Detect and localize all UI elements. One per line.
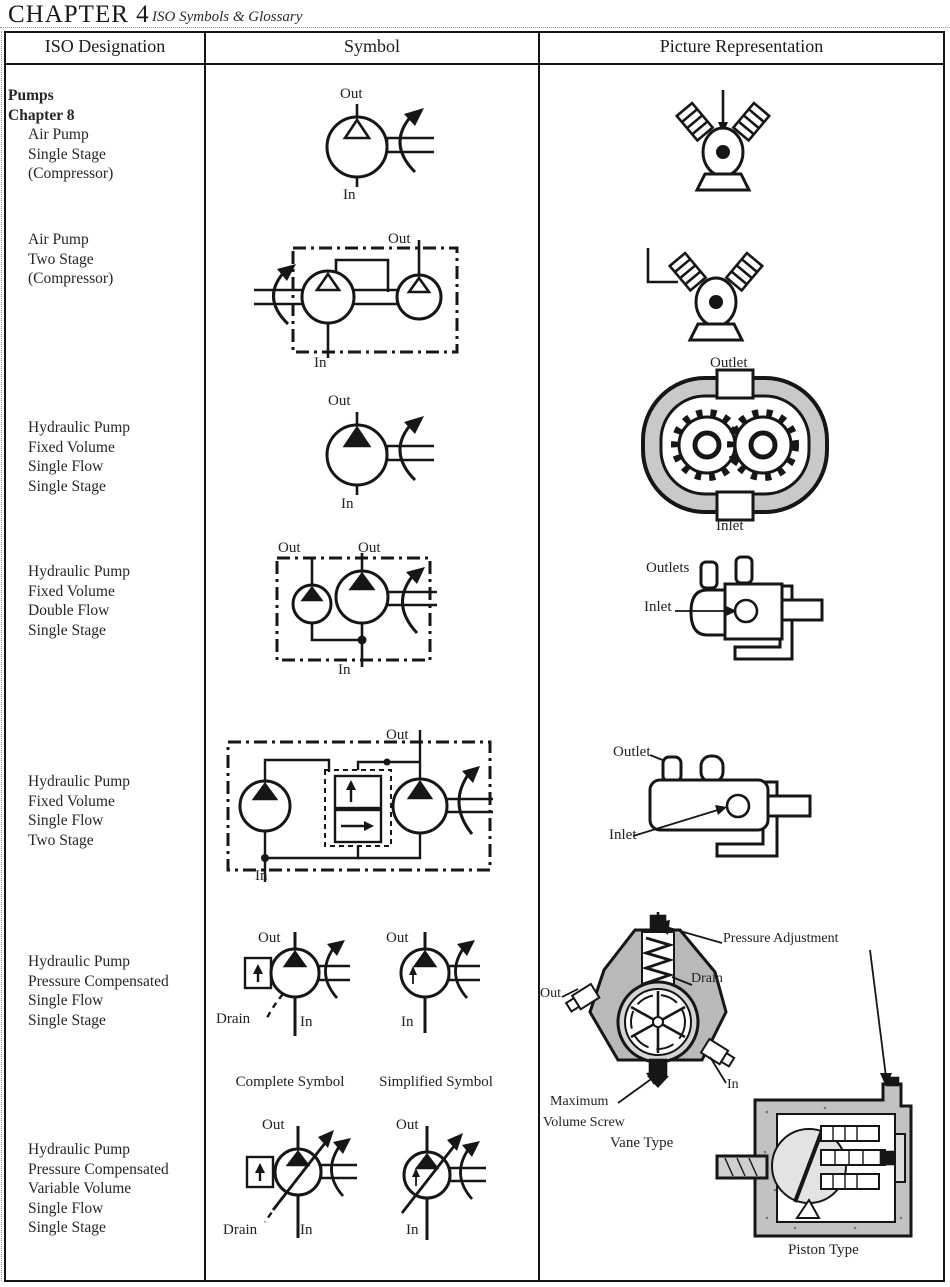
drain-label: Drain bbox=[691, 971, 723, 986]
drain-label: Drain bbox=[223, 1222, 258, 1238]
header-picture-representation: Picture Representation bbox=[659, 36, 824, 56]
volume-screw-label: Volume Screw bbox=[543, 1115, 625, 1130]
designation-line: Hydraulic Pump bbox=[28, 773, 131, 790]
pressure-adjustment-label: Pressure Adjustment bbox=[723, 931, 839, 946]
outlet-label: Outlet bbox=[710, 355, 748, 371]
designation-line: Two Stage bbox=[28, 831, 94, 849]
designation-line: Single Flow bbox=[28, 458, 104, 475]
in-label: In bbox=[255, 868, 268, 884]
out-label: Out bbox=[386, 930, 409, 946]
designation-line: Single Stage bbox=[28, 621, 106, 639]
header-divider bbox=[4, 63, 945, 65]
designation-line: Single Stage bbox=[28, 145, 106, 163]
hydraulic-pump-fixed-single-symbol bbox=[312, 408, 447, 498]
inlet-label: Inlet bbox=[716, 518, 744, 534]
designation-line: Air Pump bbox=[28, 231, 89, 248]
drain-label: Drain bbox=[216, 1011, 251, 1027]
designation-line: Air Pump bbox=[28, 126, 89, 143]
designation-line: Pumps bbox=[8, 87, 54, 104]
out-label: Out bbox=[358, 540, 381, 556]
designation-line: Hydraulic Pump bbox=[28, 953, 131, 970]
maximum-label: Maximum bbox=[550, 1094, 609, 1109]
hydraulic-pump-double-flow-symbol bbox=[265, 545, 450, 680]
out-label: Out bbox=[386, 727, 409, 743]
designation-line: Hydraulic Pump bbox=[28, 1141, 131, 1158]
out-label: Out bbox=[328, 393, 351, 409]
two-stage-pump-picture bbox=[605, 748, 820, 873]
scan-artifact-line bbox=[1, 31, 2, 1281]
designation-line: (Compressor) bbox=[28, 165, 114, 182]
designation-line: Double Flow bbox=[28, 602, 110, 619]
in-label: In bbox=[300, 1014, 313, 1030]
column-divider bbox=[204, 31, 206, 1282]
designation-line: Single Stage bbox=[28, 1011, 106, 1029]
designation-line: Single Flow bbox=[28, 1199, 104, 1217]
designation-line: Fixed Volume bbox=[28, 582, 115, 600]
designation-row-1 bbox=[8, 86, 113, 184]
designation-row-6 bbox=[28, 952, 169, 1030]
out-label: Out bbox=[262, 1117, 285, 1133]
designation-line: Single Stage bbox=[28, 477, 106, 495]
designation-line: (Compressor) bbox=[28, 270, 114, 287]
out-label: Out bbox=[340, 86, 363, 102]
vane-type-caption: Vane Type bbox=[610, 1135, 674, 1151]
simplified-symbol-caption: Simplified Symbol bbox=[379, 1074, 493, 1090]
compressor-single-stage-picture bbox=[675, 90, 775, 195]
pressure-compensated-complete-symbol bbox=[235, 928, 355, 1043]
header-symbol: Symbol bbox=[343, 36, 400, 56]
air-pump-single-stage-symbol bbox=[312, 100, 447, 190]
in-label: In bbox=[401, 1014, 414, 1030]
designation-line: Single Flow bbox=[28, 992, 104, 1009]
designation-line: Fixed Volume bbox=[28, 438, 115, 456]
designation-row-5 bbox=[28, 772, 130, 850]
hydraulic-pump-two-stage-symbol bbox=[225, 722, 500, 892]
complete-symbol-caption: Complete Symbol bbox=[235, 1074, 345, 1090]
in-label: In bbox=[300, 1222, 313, 1238]
piston-type-caption: Piston Type bbox=[788, 1242, 859, 1258]
scan-artifact-line bbox=[0, 27, 950, 28]
in-label: In bbox=[341, 496, 354, 512]
inlet-label: Inlet bbox=[609, 827, 637, 843]
gear-pump-picture bbox=[635, 370, 835, 520]
designation-row-3 bbox=[28, 418, 130, 496]
designation-line: Two Stage bbox=[28, 250, 94, 268]
designation-line: Fixed Volume bbox=[28, 792, 115, 810]
designation-line: Pressure Compensated bbox=[28, 972, 169, 990]
designation-line: Variable Volume bbox=[28, 1180, 132, 1197]
in-label: In bbox=[727, 1077, 739, 1092]
designation-line: Single Stage bbox=[28, 1219, 106, 1236]
compressor-two-stage-picture bbox=[640, 240, 770, 345]
header-iso-designation: ISO Designation bbox=[44, 36, 166, 56]
out-label: Out bbox=[278, 540, 301, 556]
in-label: In bbox=[406, 1222, 419, 1238]
in-label: In bbox=[343, 187, 356, 203]
in-label: In bbox=[314, 355, 327, 371]
designation-line: Chapter 8 bbox=[8, 106, 75, 124]
outlets-label: Outlets bbox=[646, 560, 690, 576]
page-title: CHAPTER 4 bbox=[8, 1, 150, 28]
designation-line: Hydraulic Pump bbox=[28, 563, 131, 580]
out-label: Out bbox=[388, 231, 411, 247]
designation-row-7 bbox=[28, 1140, 169, 1238]
inlet-label: Inlet bbox=[644, 599, 672, 615]
double-flow-pump-picture bbox=[685, 552, 835, 677]
out-label: Out bbox=[396, 1117, 419, 1133]
designation-line: Hydraulic Pump bbox=[28, 419, 131, 436]
page-subtitle: ISO Symbols & Glossary bbox=[152, 9, 303, 25]
in-label: In bbox=[338, 662, 351, 678]
out-label: Out bbox=[258, 930, 281, 946]
designation-row-2 bbox=[28, 230, 113, 289]
designation-line: Pressure Compensated bbox=[28, 1160, 169, 1178]
air-pump-two-stage-symbol bbox=[240, 232, 465, 367]
outlet-label: Outlet bbox=[613, 744, 651, 760]
piston-pump-picture bbox=[715, 1078, 930, 1243]
out-label: Out bbox=[540, 986, 561, 1001]
designation-row-4 bbox=[28, 562, 130, 640]
designation-line: Single Flow bbox=[28, 812, 104, 829]
